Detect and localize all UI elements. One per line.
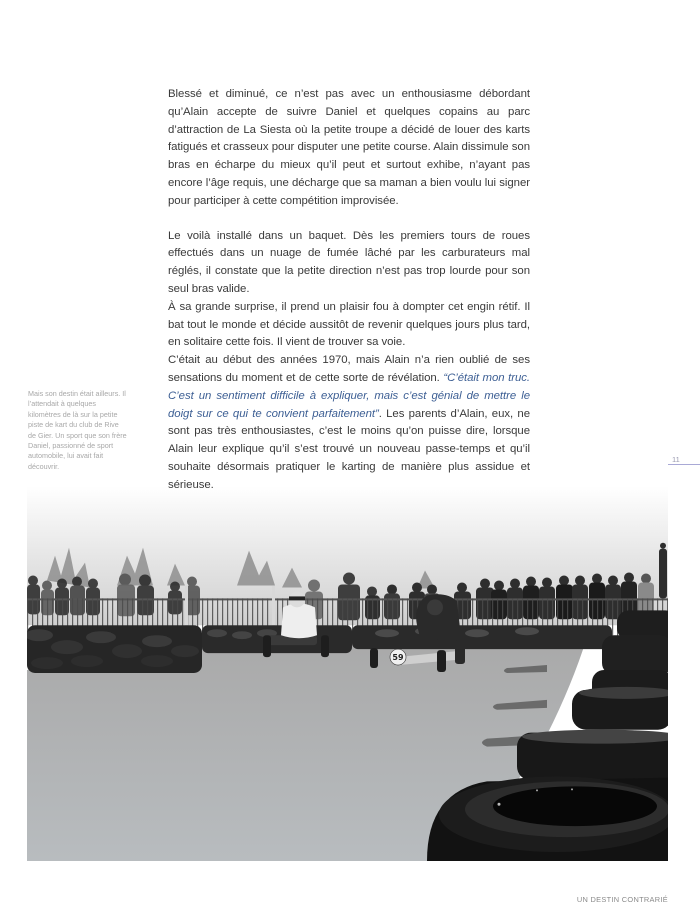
- page-number: 11: [672, 455, 680, 464]
- paragraph-3: À sa grande surprise, il prend un plaisir fou à dompter cet engin rétif. Il bat tout le monde et décide aussitôt de revenir quelques jours plus tard, en solitaire cette fois. Il vient de trouver sa voie.: [168, 300, 530, 349]
- sidenote: Mais son destin était ailleurs. Il l’attendait à quelques kilomètres de là sur la petite piste de kart du club de Rive de Gier. Un sport que son frère Daniel, passionné de sport automobile, lui avait fait découvrir.: [28, 389, 127, 471]
- paragraph-4-intro: C’était au début des années 1970, mais Alain n’a rien oublié de ses sensations du moment et de cette sorte de révélation.: [168, 354, 530, 384]
- page-number-rule: [668, 464, 700, 465]
- alain-quote: “C’était mon truc. C’est un sentiment difficile à expliquer, mais c’est génial de mettre le doigt sur ce qui te convient parfaitement”: [168, 371, 531, 420]
- karting-photo: [27, 486, 668, 861]
- karting-photo-illustration: [27, 486, 668, 861]
- paragraph-2: Le voilà installé dans un baquet. Dès les premiers tours de roues effectués dans un nuage de fumée lâché par les carburateurs mal réglés, il constate que la petite direction n’est pas trop lourde pour son seul bras valide.: [168, 229, 530, 295]
- kart-number: 59: [392, 653, 404, 663]
- running-footer: UN DESTIN CONTRARIÉ: [576, 895, 668, 904]
- paragraph-4: [168, 352, 530, 494]
- paragraph-1: Blessé et diminué, ce n’est pas avec un enthousiasme débordant qu’Alain accepte de suivre Daniel et quelques copains au parc d’attraction de La Siesta où la petite troupe a décidé de louer des karts fatigués et crasseux pour disputer une petite course. Alain dissimule son bras en écharpe du mieux qu’il peut et surtout exhibe, n’ayant pas encore l’âge requis, une décharge que sa maman a bien voulu lui signer pour participer à cette compétition improvisée.: [168, 88, 530, 207]
- article-body: [168, 86, 530, 495]
- paragraph-4-rest: . Les parents d’Alain, eux, ne sont pas très enthousiastes, c’est le moins qu’on puisse dire, lorsque Alain leur explique qu’il s’est trouvé un nouveau passe-temps et qu’il souhaite désormais pratiquer le karting de manière plus assidue et sérieuse.: [168, 407, 530, 491]
